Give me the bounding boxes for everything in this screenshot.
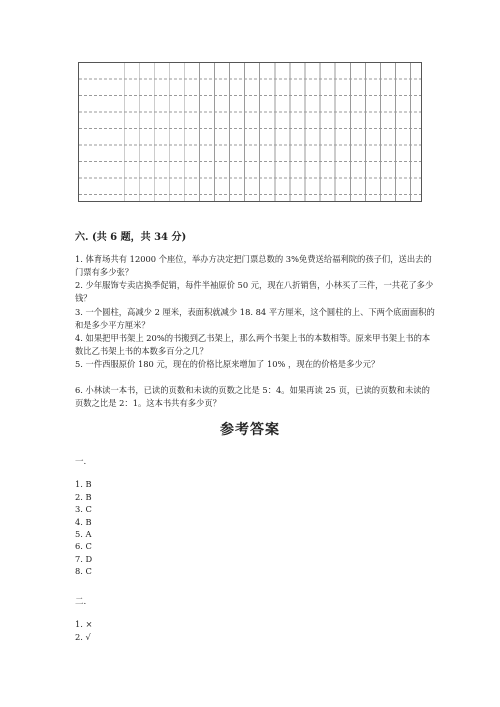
part-2-heading: 二. bbox=[75, 597, 87, 607]
question-2: 2. 少年服饰专卖店换季促销，每件半袖原价 50 元，现在八折销售，小林买了三件，一共花了多少钱？ bbox=[75, 280, 434, 303]
question-1: 1. 体育场共有 12000 个座位，举办方决定把门票总数的 3%免费送给福利院的孩子们，送出去的门票有多少张？ bbox=[75, 254, 432, 277]
answer-item: 2. B bbox=[75, 492, 92, 502]
question-3: 3. 一个圆柱，高减少 2 厘米，表面积就减少 18. 84 平方厘米，这个圆柱的上、下两个底面面积的和是多少平方厘米？ bbox=[75, 307, 435, 330]
question-4: 4. 如果把甲书架上 20%的书搬到乙书架上，那么两个书架上书的本数相等。原来甲书架上书的本数比乙书架上书的本数多百分之几？ bbox=[75, 333, 431, 356]
answer-item: 1. B bbox=[75, 479, 92, 489]
answer-title: 参考答案 bbox=[220, 422, 280, 438]
writing-grid bbox=[78, 62, 422, 202]
answer-item: 4. B bbox=[75, 517, 92, 527]
answer-item: 7. D bbox=[75, 554, 93, 564]
part-1-heading: 一. bbox=[75, 457, 87, 467]
answer-item: 3. C bbox=[75, 504, 92, 514]
section-6-heading: 六. (共 6 题，共 34 分) bbox=[75, 232, 187, 243]
answer-item: 8. C bbox=[75, 566, 92, 576]
answer-item: 2. √ bbox=[75, 632, 91, 642]
question-5: 5. 一件西服原价 180 元，现在的价格比原来增加了 10% ，现在的价格是多少元？ bbox=[75, 359, 380, 369]
answer-item: 1. × bbox=[75, 619, 93, 629]
question-6: 6. 小林读一本书，已读的页数和未读的页数之比是 5：4。如果再读 25 页，已读的页数和未读的页数之比是 2：1。这本书共有多少页？ bbox=[75, 385, 430, 408]
answer-item: 6. C bbox=[75, 541, 92, 551]
answer-item: 5. A bbox=[75, 529, 92, 539]
